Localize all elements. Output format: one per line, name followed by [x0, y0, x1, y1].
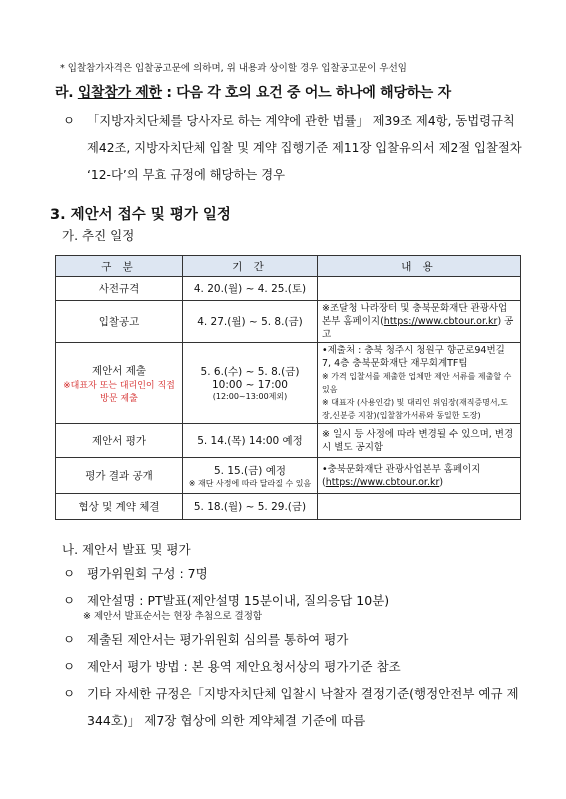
table-row	[56, 494, 521, 520]
table-row	[56, 458, 521, 494]
section-ra-paragraph	[63, 108, 523, 189]
link-open-paren: (	[322, 476, 326, 488]
row-content: ※ 일시 등 사정에 따라 변경될 수 있으며, 변경 시 별도 공지함	[318, 424, 521, 458]
subsection-ga: 가. 추진 일정	[62, 228, 135, 243]
content-note-1: ※ 가격 입찰서를 제출한 업체만 제안 서류를 제출할 수 있음	[322, 372, 512, 394]
row-period: 5. 14.(목) 14:00 예정	[183, 424, 318, 458]
link-close-paren: )	[439, 476, 444, 488]
row-content	[318, 301, 521, 343]
content-submit-place: •제출처 : 충북 청주시 청원구 향군로94번길 7, 4층 충북문화재단 재무회계TF팀	[322, 345, 505, 369]
table-row	[56, 424, 521, 458]
homepage-link[interactable]: https://www.cbtour.or.kr	[383, 316, 498, 327]
row-period: 4. 20.(월) ~ 4. 25.(토)	[183, 277, 318, 301]
content-tail: ) 공고	[322, 316, 514, 340]
list-item	[63, 560, 528, 587]
header-period: 기 간	[183, 256, 318, 277]
list-item-text: 기타 자세한 규정은「지방자치단체 입찰시 낙찰자 결정기준(행정안전부 예규 제344호)」 제7장 협상에 의한 계약체결 기준에 따름	[87, 686, 519, 728]
row-label	[56, 343, 183, 424]
section-ra-heading	[55, 82, 451, 102]
period-note: ※ 재단 사정에 따라 달라질 수 있음	[188, 478, 312, 488]
row-content	[318, 494, 521, 520]
period-dates: 5. 15.(금) 예정	[213, 464, 286, 477]
schedule-table	[55, 255, 521, 520]
list-item	[63, 680, 528, 734]
bullet-icon: ㅇ	[63, 659, 76, 674]
row-period: 5. 18.(월) ~ 5. 29.(금)	[183, 494, 318, 520]
bullet-icon: ㅇ	[63, 114, 75, 128]
row-label: 협상 및 계약 체결	[56, 494, 183, 520]
top-note: * 입찰참가자격은 입찰공고문에 의하며, 위 내용과 상이할 경우 입찰공고문이 우선임	[60, 63, 407, 74]
list-item	[63, 587, 528, 614]
bullet-icon: ㅇ	[63, 566, 76, 581]
list-item-text: 제안서 평가 방법 : 본 용역 제안요청서상의 평가기준 참조	[87, 659, 401, 674]
row-label: 제안서 평가	[56, 424, 183, 458]
na-list	[63, 560, 528, 734]
section-3-title: 3. 제안서 접수 및 평가 일정	[50, 207, 231, 223]
bullet-icon: ㅇ	[63, 686, 76, 701]
row-content	[318, 458, 521, 494]
row-period: 4. 27.(월) ~ 5. 8.(금)	[183, 301, 318, 343]
row-content	[318, 343, 521, 424]
content-text: •충북문화재단 관광사업본부 홈페이지	[322, 463, 481, 475]
presentation-order-note: ※ 제안서 발표순서는 현장 추첨으로 결정함	[83, 611, 263, 622]
section-ra-prefix: 라.	[55, 85, 78, 101]
row-label: 입찰공고	[56, 301, 183, 343]
bullet-icon: ㅇ	[63, 593, 76, 608]
section-ra-rest: : 다음 각 호의 요건 중 어느 하나에 해당하는 자	[161, 85, 451, 101]
paragraph-text: 「지방자치단체를 당사자로 하는 계약에 관한 법률」 제39조 제4항, 동법령규칙 제42조, 지방자치단체 입찰 및 계약 집행기준 제11장 입찰유의서 제2절 입찰절차 ‘12-다’의 무효 규정에 해당하는 경우	[87, 114, 522, 182]
table-row	[56, 343, 521, 424]
list-item-text: 제출된 제안서는 평가위원회 심의를 통하여 평가	[87, 632, 349, 647]
content-note-2: ※ 대표자 (사용인감) 및 대리인 위임장(재직증명서,도장,신분증 지참)(입찰참가서류와 동일한 도장)	[322, 398, 508, 420]
row-label-text: 제안서 제출	[91, 364, 147, 377]
row-content	[318, 277, 521, 301]
list-item-text: 평가위원회 구성 : 7명	[87, 566, 208, 581]
table-row	[56, 301, 521, 343]
bullet-icon: ㅇ	[63, 632, 76, 647]
table-header-row	[56, 256, 521, 277]
list-item-text: 제안설명 : PT발표(제안설명 15분이내, 질의응답 10분)	[87, 593, 390, 608]
row-period	[183, 458, 318, 494]
period-dates: 5. 6.(수) ~ 5. 8.(금)	[200, 366, 300, 378]
period-exclusion: (12:00~13:00제외)	[212, 392, 288, 401]
period-hours: 10:00 ~ 17:00	[212, 379, 288, 391]
header-category: 구 분	[56, 256, 183, 277]
table-row	[56, 277, 521, 301]
row-label-note: ※대표자 또는 대리인이 직접 방문 제출	[63, 380, 175, 404]
subsection-na: 나. 제안서 발표 및 평가	[62, 542, 191, 557]
section-ra-underlined: 입찰참가 제한	[77, 85, 162, 101]
row-label: 사전규격	[56, 277, 183, 301]
row-period	[183, 343, 318, 424]
homepage-link[interactable]: https://www.cbtour.or.kr	[325, 476, 440, 488]
list-item	[63, 653, 528, 680]
list-item	[63, 626, 528, 653]
header-content: 내 용	[318, 256, 521, 277]
content-text: ※조달청 나라장터 및 충북문화재단 관광사업본부 홈페이지(	[322, 303, 508, 327]
row-label: 평가 결과 공개	[56, 458, 183, 494]
